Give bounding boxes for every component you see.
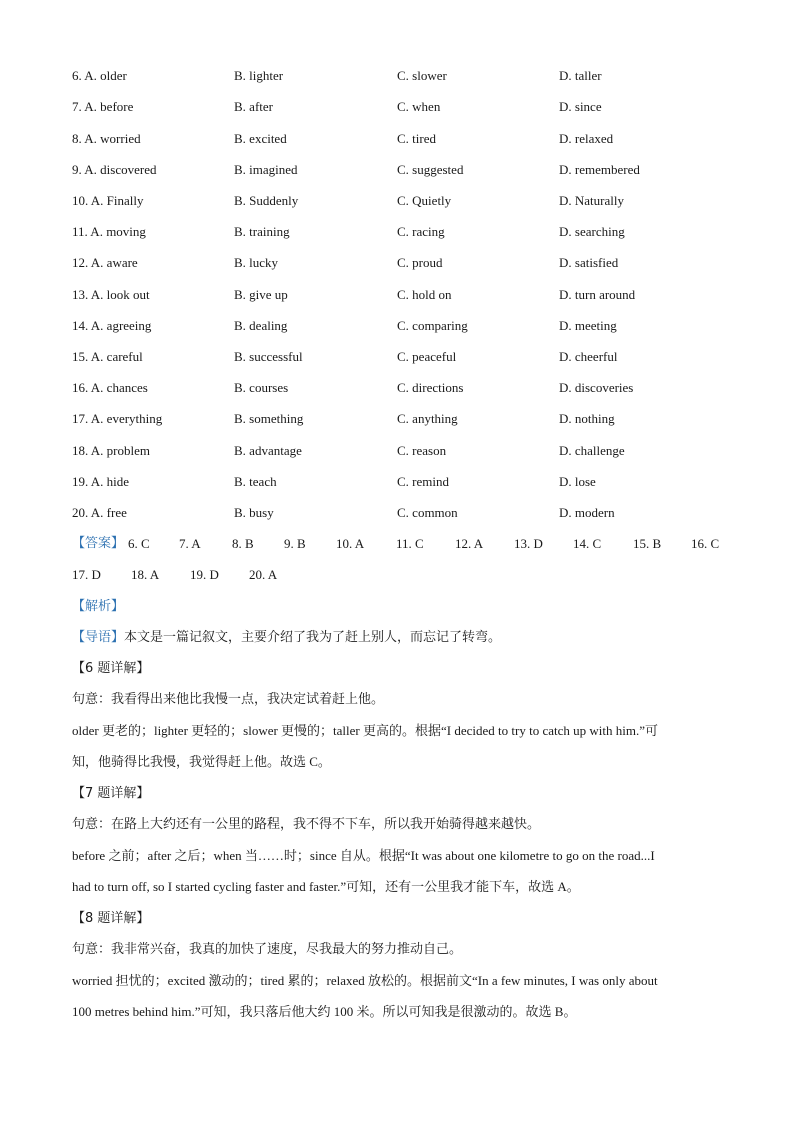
- answer-item: 14. C: [573, 536, 602, 551]
- option-d: D. taller: [559, 68, 602, 83]
- option-c: C. proud: [397, 255, 443, 270]
- answer-item: 12. A: [455, 536, 484, 551]
- option-b: B. Suddenly: [234, 193, 299, 208]
- q6-line-1: 句意：我看得出来他比我慢一点，我决定试着赶上他。: [72, 692, 385, 707]
- option-b: B. successful: [234, 349, 303, 364]
- option-c: C. peaceful: [397, 349, 457, 364]
- answer-item: 13. D: [514, 536, 543, 551]
- option-a: 10. A. Finally: [72, 193, 144, 208]
- option-d: D. since: [559, 99, 602, 114]
- option-d: D. challenge: [559, 443, 625, 458]
- answer-item: 7. A: [179, 536, 201, 551]
- answer-item: 15. B: [633, 536, 662, 551]
- option-d: D. modern: [559, 505, 615, 520]
- option-c: C. anything: [397, 411, 458, 426]
- option-a: 9. A. discovered: [72, 162, 157, 177]
- option-d: D. discoveries: [559, 380, 634, 395]
- option-b: B. after: [234, 99, 273, 114]
- answer-item: 8. B: [232, 536, 254, 551]
- option-d: D. remembered: [559, 162, 640, 177]
- q6-heading: 【6 题详解】: [72, 661, 150, 676]
- option-b: B. dealing: [234, 318, 288, 333]
- option-d: D. satisfied: [559, 255, 619, 270]
- option-c: C. when: [397, 99, 441, 114]
- option-b: B. something: [234, 411, 304, 426]
- option-c: C. remind: [397, 474, 449, 489]
- option-b: B. excited: [234, 131, 287, 146]
- q6-line-3: 知，他骑得比我慢，我觉得赶上他。故选 C。: [72, 754, 331, 769]
- q8-line-1: 句意：我非常兴奋，我真的加快了速度，尽我最大的努力推动自己。: [72, 942, 463, 957]
- answer-item: 10. A: [336, 536, 365, 551]
- option-d: D. searching: [559, 224, 625, 239]
- option-c: C. tired: [397, 131, 436, 146]
- intro-line: [72, 628, 722, 648]
- answer-item: 18. A: [131, 567, 160, 582]
- option-d: D. relaxed: [559, 131, 614, 146]
- option-c: C. comparing: [397, 318, 468, 333]
- option-c: C. suggested: [397, 162, 464, 177]
- option-b: B. lucky: [234, 255, 279, 270]
- option-b: B. advantage: [234, 443, 302, 458]
- option-a: 20. A. free: [72, 505, 127, 520]
- option-a: 6. A. older: [72, 68, 127, 83]
- option-d: D. cheerful: [559, 349, 618, 364]
- option-a: 13. A. look out: [72, 287, 150, 302]
- q6-line-2: older 更老的；lighter 更轻的；slower 更慢的；taller 更高的。根据“I decided to try to catch up with him.”可: [72, 723, 658, 738]
- option-a: 15. A. careful: [72, 349, 143, 364]
- answer-label: 【答案】: [72, 536, 125, 551]
- q7-line-2: before 之前；after 之后；when 当……时；since 自从。根据“It was about one kilometre to go on the road...I: [72, 848, 655, 863]
- q8-line-3: 100 metres behind him.”可知，我只落后他大约 100 米。所以可知我是很激动的。故选 B。: [72, 1004, 577, 1019]
- option-b: B. training: [234, 224, 290, 239]
- option-c: C. Quietly: [397, 193, 452, 208]
- answer-item: 17. D: [72, 567, 101, 582]
- option-a: 12. A. aware: [72, 255, 138, 270]
- answer-item: 6. C: [128, 536, 150, 551]
- option-b: B. lighter: [234, 68, 284, 83]
- option-c: C. common: [397, 505, 458, 520]
- option-a: 16. A. chances: [72, 380, 148, 395]
- option-d: D. meeting: [559, 318, 617, 333]
- answer-item: 19. D: [190, 567, 219, 582]
- answer-item: 16. C: [691, 536, 720, 551]
- answer-item: 11. C: [396, 536, 424, 551]
- option-c: C. slower: [397, 68, 447, 83]
- option-a: 7. A. before: [72, 99, 134, 114]
- option-a: 17. A. everything: [72, 411, 163, 426]
- option-d: D. nothing: [559, 411, 615, 426]
- option-b: B. teach: [234, 474, 277, 489]
- intro-text: 本文是一篇记叙文，主要介绍了我为了赶上别人，而忘记了转弯。: [124, 630, 502, 645]
- q7-line-1: 句意：在路上大约还有一公里的路程，我不得不下车，所以我开始骑得越来越快。: [72, 817, 541, 832]
- option-d: D. Naturally: [559, 193, 624, 208]
- option-a: 8. A. worried: [72, 131, 141, 146]
- option-b: B. busy: [234, 505, 274, 520]
- option-c: C. directions: [397, 380, 464, 395]
- option-c: C. reason: [397, 443, 447, 458]
- option-d: D. turn around: [559, 287, 636, 302]
- q7-line-3: had to turn off, so I started cycling faster and faster.”可知，还有一公里我才能下车，故选 A。: [72, 879, 580, 894]
- option-a: 11. A. moving: [72, 224, 146, 239]
- option-b: B. give up: [234, 287, 288, 302]
- q8-line-2: worried 担忧的；excited 激动的；tired 累的；relaxed 放松的。根据前文“In a few minutes, I was only about: [72, 973, 658, 988]
- analysis-label: 【解析】: [72, 599, 125, 614]
- option-b: B. imagined: [234, 162, 298, 177]
- option-a: 14. A. agreeing: [72, 318, 152, 333]
- answer-item: 9. B: [284, 536, 306, 551]
- option-c: C. racing: [397, 224, 445, 239]
- answer-item: 20. A: [249, 567, 278, 582]
- intro-label: 【导语】: [72, 630, 125, 645]
- q8-heading: 【8 题详解】: [72, 911, 150, 926]
- option-d: D. lose: [559, 474, 596, 489]
- option-b: B. courses: [234, 380, 289, 395]
- option-a: 19. A. hide: [72, 474, 130, 489]
- option-c: C. hold on: [397, 287, 452, 302]
- option-a: 18. A. problem: [72, 443, 150, 458]
- q7-heading: 【7 题详解】: [72, 786, 150, 801]
